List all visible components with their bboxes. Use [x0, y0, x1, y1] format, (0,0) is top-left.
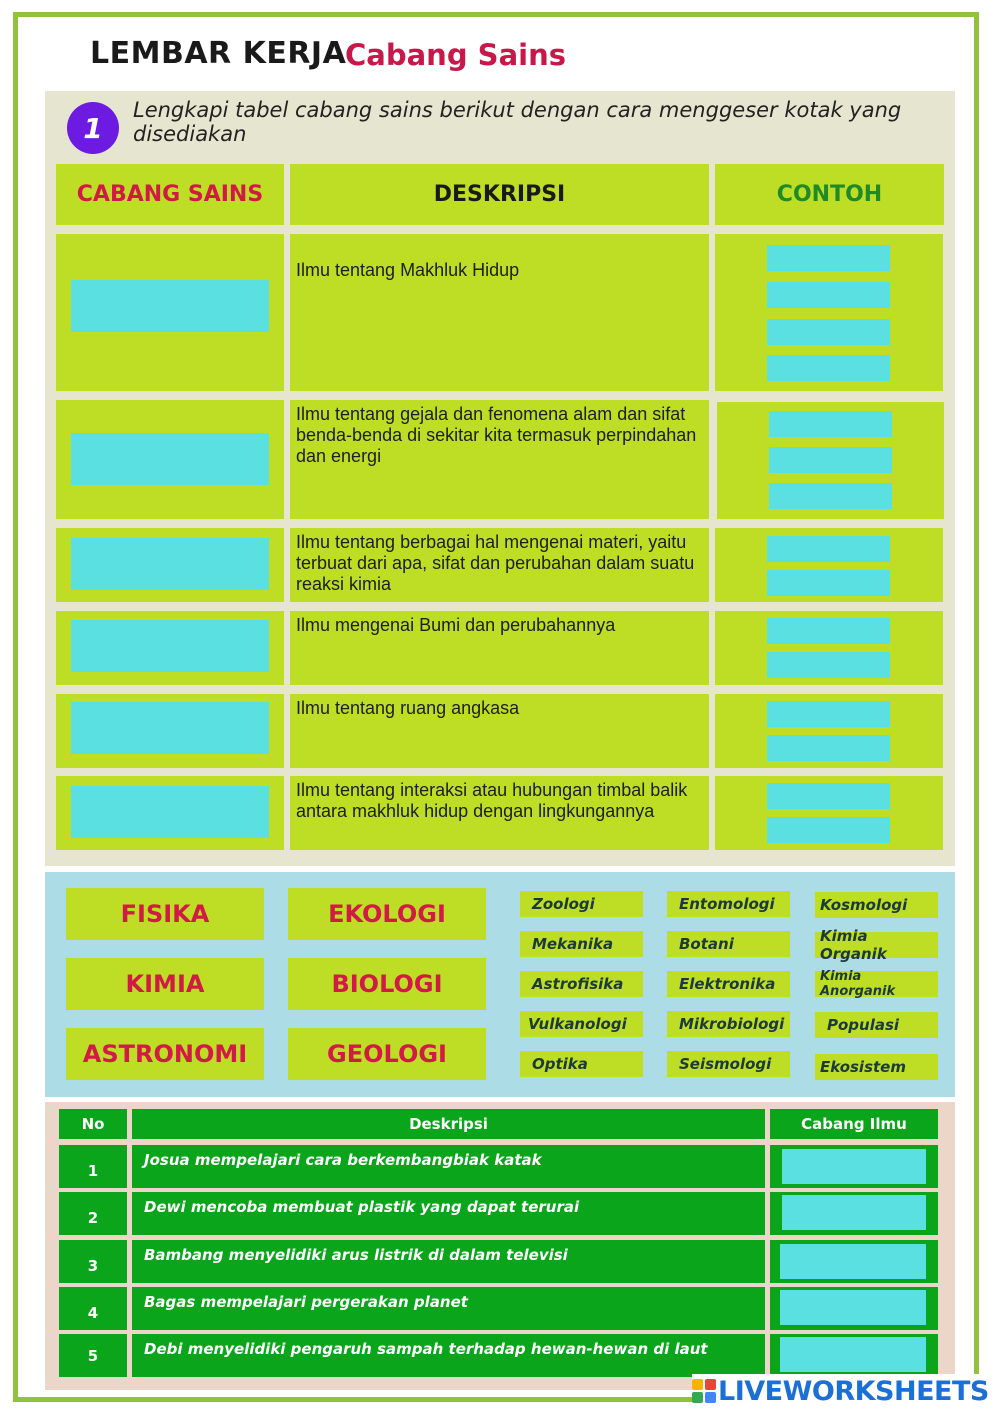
row-number: 2: [59, 1192, 127, 1235]
row2-branch-dropzone[interactable]: [71, 433, 269, 485]
draggable-example[interactable]: Populasi: [815, 1012, 938, 1038]
row4-description: Ilmu mengenai Bumi dan perubahannya: [290, 611, 709, 685]
answer-dropzone[interactable]: [782, 1149, 926, 1184]
row-description: Debi menyelidiki pengaruh sampah terhadap hewan-hewan di laut: [132, 1334, 765, 1377]
header-cabang-ilmu: Cabang Ilmu: [770, 1109, 938, 1139]
draggable-example[interactable]: Ekosistem: [815, 1054, 938, 1080]
draggable-example[interactable]: Vulkanologi: [520, 1011, 643, 1037]
row6-example-dropzone[interactable]: [767, 783, 890, 809]
draggable-branch-astronomi[interactable]: ASTRONOMI: [66, 1028, 264, 1080]
row-number: 3: [59, 1240, 127, 1283]
row1-description: Ilmu tentang Makhluk Hidup: [290, 234, 709, 391]
row3-example-dropzone[interactable]: [767, 536, 890, 562]
row5-description: Ilmu tentang ruang angkasa: [290, 694, 709, 768]
draggable-example[interactable]: Optika: [520, 1051, 643, 1077]
header-no: No: [59, 1109, 127, 1139]
answer-dropzone[interactable]: [782, 1195, 926, 1230]
task-number-badge: 1: [67, 102, 119, 154]
task-instruction: Lengkapi tabel cabang sains berikut dengan cara menggeser kotak yang disediakan: [133, 98, 902, 146]
header-contoh: CONTOH: [715, 164, 944, 225]
draggable-branch-ekologi[interactable]: EKOLOGI: [288, 888, 486, 940]
row-number: 4: [59, 1287, 127, 1330]
row5-example-dropzone[interactable]: [767, 701, 890, 727]
row6-example-dropzone[interactable]: [767, 817, 890, 843]
draggable-example[interactable]: Elektronika: [667, 971, 790, 997]
row1-example-dropzone[interactable]: [767, 282, 890, 308]
draggable-example[interactable]: Zoologi: [520, 891, 643, 917]
row4-branch-dropzone[interactable]: [71, 620, 269, 672]
row-description: Dewi mencoba membuat plastik yang dapat terurai: [132, 1192, 765, 1235]
draggable-example[interactable]: Mekanika: [520, 931, 643, 957]
draggable-example[interactable]: Seismologi: [667, 1051, 790, 1077]
draggable-example[interactable]: Kimia Organik: [815, 932, 938, 958]
draggable-example[interactable]: Kimia Anorganik: [815, 971, 938, 997]
header-deskripsi: Deskripsi: [132, 1109, 765, 1139]
draggable-branch-kimia[interactable]: KIMIA: [66, 958, 264, 1010]
row2-example-dropzone[interactable]: [769, 447, 892, 473]
answer-dropzone[interactable]: [780, 1337, 926, 1372]
logo-text: LIVEWORKSHEETS: [718, 1375, 989, 1407]
row6-branch-dropzone[interactable]: [71, 786, 269, 838]
answer-dropzone[interactable]: [780, 1290, 926, 1325]
row4-example-dropzone[interactable]: [767, 618, 890, 644]
draggable-branch-geologi[interactable]: GEOLOGI: [288, 1028, 486, 1080]
row5-branch-dropzone[interactable]: [71, 702, 269, 754]
answer-dropzone[interactable]: [780, 1244, 926, 1279]
row2-example-dropzone[interactable]: [769, 483, 892, 509]
row-description: Bagas mempelajari pergerakan planet: [132, 1287, 765, 1330]
page-title: LEMBAR KERJA: [90, 36, 347, 71]
row3-branch-dropzone[interactable]: [71, 538, 269, 590]
row1-example-dropzone[interactable]: [767, 245, 890, 271]
row-number: 1: [59, 1145, 127, 1188]
row1-example-dropzone[interactable]: [767, 319, 890, 345]
row-number: 5: [59, 1334, 127, 1377]
draggable-example[interactable]: Astrofisika: [520, 971, 643, 997]
row4-example-dropzone[interactable]: [767, 652, 890, 678]
row-description: Bambang menyelidiki arus listrik di dalam televisi: [132, 1240, 765, 1283]
page-subtitle: Cabang Sains: [345, 38, 566, 72]
row2-example-dropzone[interactable]: [769, 411, 892, 437]
row2-description: Ilmu tentang gejala dan fenomena alam dan sifat benda-benda di sekitar kita termasuk perpindahan dan energi: [290, 400, 709, 519]
row5-example-dropzone[interactable]: [767, 735, 890, 761]
header-cabang-sains: CABANG SAINS: [56, 164, 284, 225]
draggable-branch-biologi[interactable]: BIOLOGI: [288, 958, 486, 1010]
row-description: Josua mempelajari cara berkembangbiak katak: [132, 1145, 765, 1188]
draggable-example[interactable]: Kosmologi: [815, 892, 938, 918]
row3-example-dropzone[interactable]: [767, 570, 890, 596]
draggable-example[interactable]: Mikrobiologi: [667, 1011, 790, 1037]
row1-example-dropzone[interactable]: [767, 355, 890, 381]
row1-branch-dropzone[interactable]: [71, 280, 269, 332]
header-deskripsi: DESKRIPSI: [290, 164, 709, 225]
draggable-example[interactable]: Entomologi: [667, 891, 790, 917]
draggable-branch-fisika[interactable]: FISIKA: [66, 888, 264, 940]
logo-grid-icon: [692, 1379, 716, 1403]
row6-description: Ilmu tentang interaksi atau hubungan timbal balik antara makhluk hidup dengan lingkungannya: [290, 776, 709, 850]
draggable-example[interactable]: Botani: [667, 931, 790, 957]
liveworksheets-logo: [692, 1374, 995, 1408]
row3-description: Ilmu tentang berbagai hal mengenai materi, yaitu terbuat dari apa, sifat dan perubahan dalam suatu reaksi kimia: [290, 528, 709, 602]
